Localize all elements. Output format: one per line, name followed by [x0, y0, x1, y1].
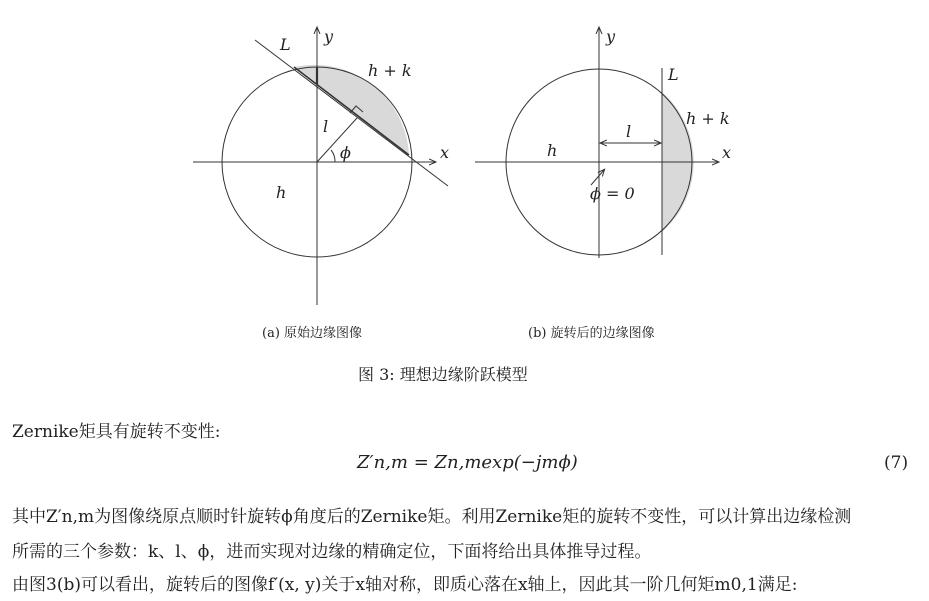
x-label-a: x — [440, 143, 450, 162]
angle-arc-a — [331, 150, 335, 162]
paragraph-1-line-1: 其中Z′n,m为图像绕原点顺时针旋转ϕ角度后的Zernike矩。利用Zernike矩的旋转不变性，可以计算出边缘检测 — [12, 507, 852, 527]
equation-number: (7) — [884, 453, 909, 473]
paragraph-1-line-2: 所需的三个参数：k、l、ϕ，进而实现对边缘的精确定位，下面将给出具体推导过程。 — [12, 542, 652, 562]
L-label-a: L — [280, 35, 291, 54]
h-label-b: h — [547, 141, 558, 160]
l-label-b: l — [626, 122, 632, 141]
L-label-b: L — [668, 65, 679, 84]
subcaption-b: (b) 旋转后的边缘图像 — [528, 326, 655, 341]
hk-label-a: h + k — [368, 61, 412, 80]
edge-line-L-a — [255, 40, 448, 186]
phi-label-b: ϕ = 0 — [590, 184, 635, 203]
l-label-a: l — [323, 117, 329, 136]
phi-label-a: ϕ — [340, 143, 351, 162]
y-label-a: y — [324, 27, 334, 46]
intro-text: Zernike矩具有旋转不变性: — [12, 422, 221, 442]
x-label-b: x — [722, 143, 732, 162]
equation: Z′n,m = Zn,mexp(−jmϕ) — [357, 452, 578, 473]
subcaption-a: (a) 原始边缘图像 — [262, 326, 363, 341]
hk-label-b: h + k — [686, 109, 730, 128]
figure-caption: 图 3: 理想边缘阶跃模型 — [358, 365, 528, 384]
y-label-b: y — [606, 27, 616, 46]
h-label-a: h — [276, 183, 287, 202]
paragraph-2-line-1: 由图3(b)可以看出，旋转后的图像f′(x, y)关于x轴对称，即质心落在x轴上，因此其一阶几何矩m0,1满足: — [12, 575, 798, 595]
phi-pointer-b — [591, 170, 604, 185]
figure-panel-a — [0, 0, 470, 320]
figure-panel-b — [470, 0, 770, 320]
